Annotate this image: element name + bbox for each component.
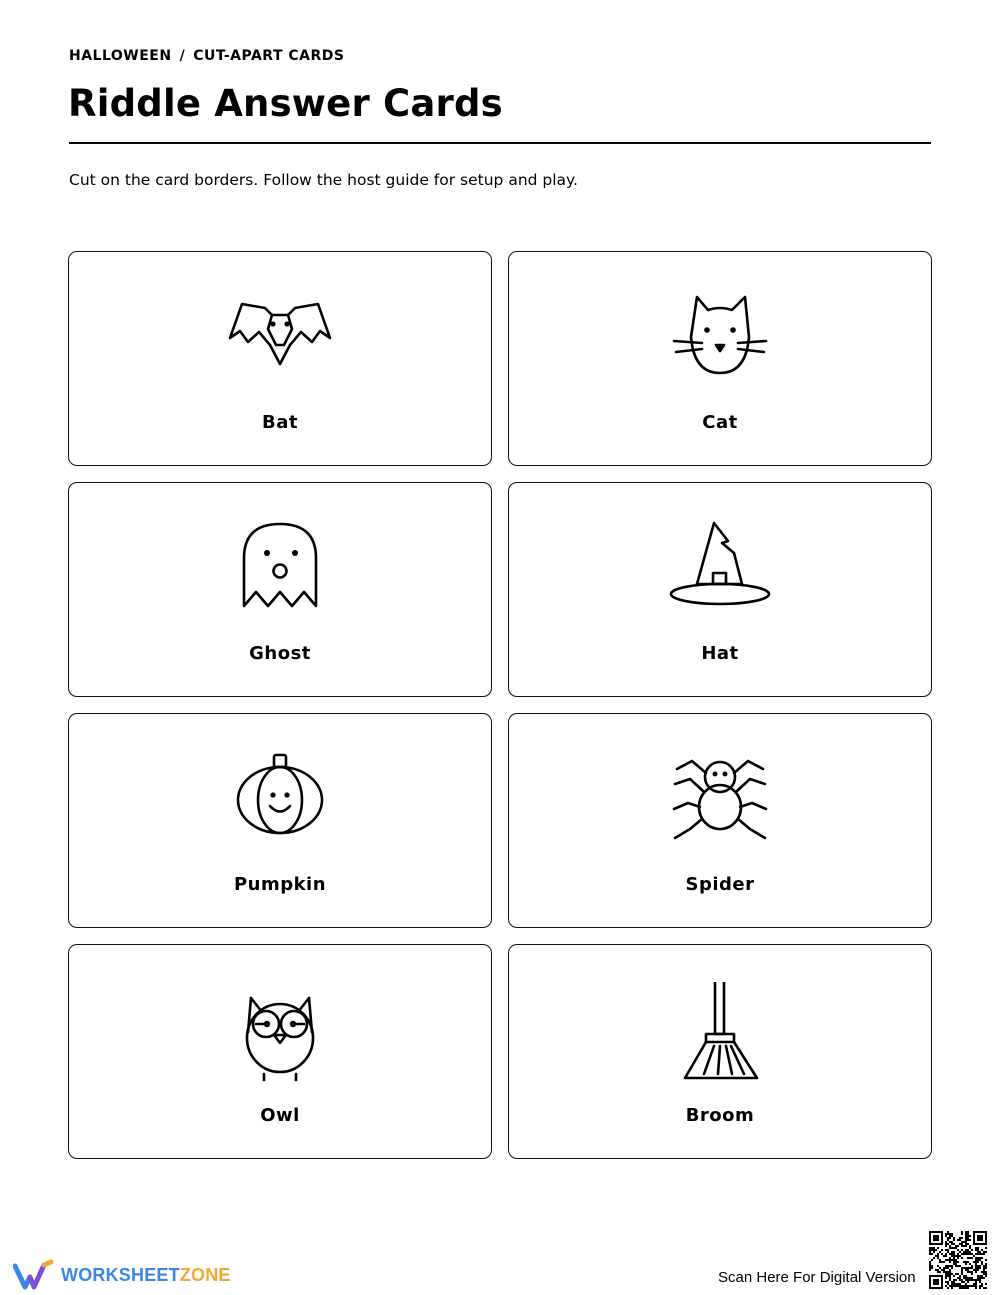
qr-code-icon[interactable]: [929, 1231, 987, 1289]
bat-icon: [220, 289, 340, 389]
pumpkin-icon: [220, 751, 340, 851]
card-label: Ghost: [249, 643, 311, 664]
card-label: Owl: [260, 1105, 300, 1126]
card-label: Cat: [702, 412, 738, 433]
spider-icon: [660, 751, 780, 851]
witch-hat-icon: [660, 520, 780, 620]
ghost-icon: [220, 520, 340, 620]
card-label: Pumpkin: [233, 874, 327, 895]
instructions-text: Cut on the card borders. Follow the host guide for setup and play.: [69, 171, 578, 189]
card-label: Spider: [685, 874, 755, 895]
card-owl: [68, 944, 492, 1159]
card-bat: [68, 251, 492, 466]
card-hat: [508, 482, 932, 697]
breadcrumb-item-halloween: HALLOWEEN: [69, 48, 172, 64]
card-ghost: [68, 482, 492, 697]
card-label: Bat: [262, 412, 298, 433]
cat-icon: [660, 289, 780, 389]
broom-icon: [660, 982, 780, 1082]
card-grid: [68, 251, 932, 1159]
scan-text: Scan Here For Digital Version: [718, 1269, 916, 1286]
card-cat: [508, 251, 932, 466]
title-divider: [69, 142, 931, 144]
card-spider: [508, 713, 932, 928]
card-pumpkin: [68, 713, 492, 928]
card-label: Hat: [701, 643, 739, 664]
worksheetzone-logo: [13, 1258, 231, 1292]
card-broom: [508, 944, 932, 1159]
breadcrumb-separator: /: [179, 48, 186, 64]
worksheetzone-mark-icon: [13, 1259, 55, 1291]
owl-icon: [220, 982, 340, 1082]
card-label: Broom: [685, 1105, 755, 1126]
breadcrumb-item-cut-apart-cards: CUT-APART CARDS: [193, 48, 345, 64]
page-title: Riddle Answer Cards: [68, 82, 503, 125]
brand-name: WORKSHEETZONE: [61, 1264, 231, 1285]
breadcrumb: [69, 48, 344, 64]
